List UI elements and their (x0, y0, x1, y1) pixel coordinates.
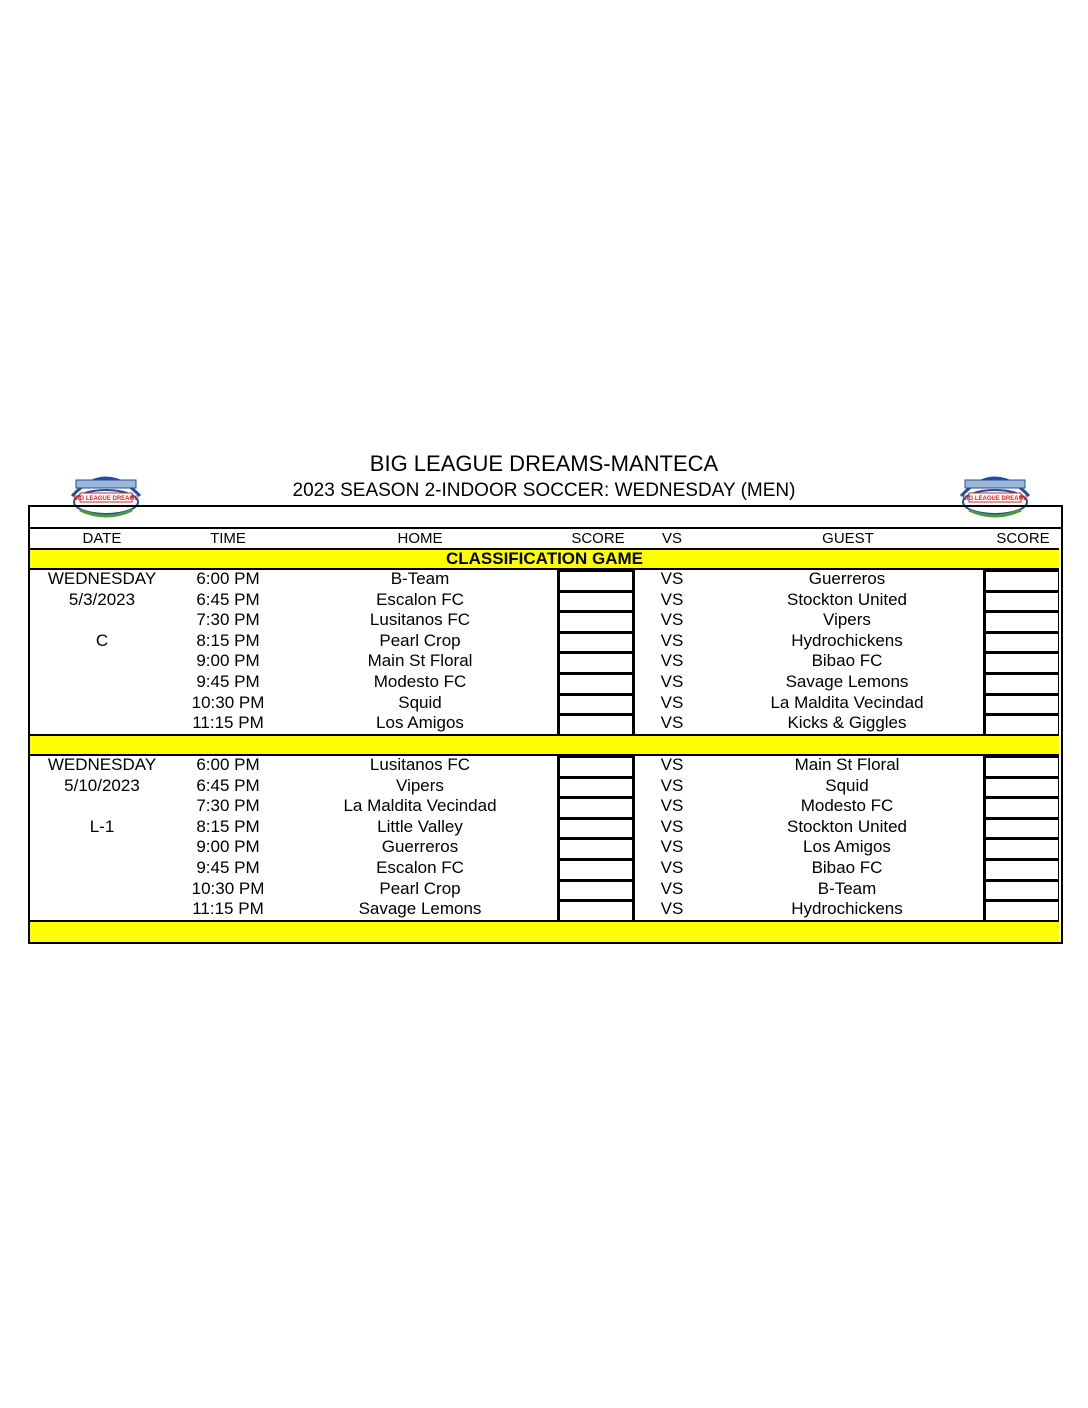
guest-score-box[interactable] (985, 838, 1059, 859)
game-time: 11:15 PM (192, 713, 264, 733)
time-column (168, 569, 288, 734)
vs-label: VS (660, 569, 684, 588)
guest-team: B-Team (817, 878, 877, 898)
guest-team: Hydrochickens (791, 630, 903, 650)
date-spacer (32, 610, 172, 631)
guest-score-box[interactable] (985, 797, 1059, 818)
home-score-box[interactable] (559, 673, 633, 694)
home-team: Escalon FC (376, 589, 464, 609)
vs-label: VS (660, 899, 684, 919)
vs-column (636, 569, 708, 734)
game-time: 6:45 PM (196, 589, 260, 609)
home-score-box[interactable] (559, 570, 633, 591)
vs-label: VS (660, 692, 684, 712)
column-divider (633, 570, 635, 735)
home-score-box[interactable] (559, 714, 633, 735)
header-vs: VS (661, 530, 682, 547)
guest-score-box[interactable] (985, 714, 1059, 735)
header-time: TIME (210, 530, 246, 547)
time-column (168, 755, 288, 920)
home-team: Vipers (396, 775, 444, 795)
classification-banner (30, 548, 1059, 570)
home-score-box[interactable] (559, 818, 633, 839)
guest-team: Guerreros (808, 569, 886, 588)
vs-label: VS (660, 796, 684, 816)
guest-score-box[interactable] (985, 611, 1059, 632)
guest-team: Stockton United (786, 589, 907, 609)
home-score-box[interactable] (559, 880, 633, 901)
vs-label: VS (660, 671, 684, 691)
vs-label: VS (660, 589, 684, 609)
vs-label: VS (660, 878, 684, 898)
game-time: 10:30 PM (191, 692, 265, 712)
guest-score-box[interactable] (985, 859, 1059, 880)
division-label: C (95, 630, 109, 650)
column-divider (557, 570, 559, 735)
game-time: 7:30 PM (196, 610, 260, 630)
home-team: B-Team (390, 569, 450, 588)
game-time: 9:00 PM (196, 651, 260, 671)
game-time: 9:45 PM (196, 671, 260, 691)
home-team: Savage Lemons (358, 899, 482, 919)
column-divider (983, 570, 985, 735)
page-title: BIG LEAGUE DREAMS-MANTECA (369, 451, 719, 476)
page-subtitle: 2023 SEASON 2-INDOOR SOCCER: WEDNESDAY (MEN) (292, 480, 796, 501)
classification-label: CLASSIFICATION GAME (445, 549, 644, 568)
date-column (32, 755, 172, 837)
home-score-box[interactable] (559, 797, 633, 818)
day-label: WEDNESDAY (47, 569, 157, 588)
guest-team: Kicks & Giggles (787, 713, 907, 733)
day-label: WEDNESDAY (47, 755, 157, 774)
vs-label: VS (660, 857, 684, 877)
guest-team: Bibao FC (811, 857, 883, 877)
guest-column (712, 569, 982, 734)
home-score-box[interactable] (559, 900, 633, 921)
vs-label: VS (660, 775, 684, 795)
date-label: 5/3/2023 (68, 589, 136, 609)
header-date: DATE (82, 530, 122, 547)
week-separator (30, 734, 1059, 756)
guest-score-box[interactable] (985, 756, 1059, 777)
guest-score-box[interactable] (985, 818, 1059, 839)
game-time: 9:00 PM (196, 837, 260, 857)
guest-score-box[interactable] (985, 673, 1059, 694)
guest-team: Bibao FC (811, 651, 883, 671)
home-team: Squid (398, 692, 442, 712)
home-score-box[interactable] (559, 611, 633, 632)
division-label: L-1 (89, 816, 115, 836)
guest-team: La Maldita Vecindad (770, 692, 924, 712)
guest-score-box[interactable] (985, 570, 1059, 591)
guest-column (712, 755, 982, 920)
guest-team: Main St Floral (794, 755, 900, 774)
home-score-box[interactable] (559, 838, 633, 859)
date-column (32, 569, 172, 651)
home-column (300, 755, 540, 920)
home-team: Main St Floral (367, 651, 473, 671)
guest-score-box[interactable] (985, 880, 1059, 901)
game-time: 10:30 PM (191, 878, 265, 898)
vs-label: VS (660, 630, 684, 650)
home-team: Little Valley (377, 816, 463, 836)
home-score-box[interactable] (559, 652, 633, 673)
guest-score-box[interactable] (985, 591, 1059, 612)
game-time: 7:30 PM (196, 796, 260, 816)
home-team: Guerreros (381, 837, 459, 857)
vs-label: VS (660, 755, 684, 774)
header-home-score: SCORE (571, 530, 625, 547)
svg-text:BIG LEAGUE DREAMS: BIG LEAGUE DREAMS (962, 496, 1028, 502)
home-column (300, 569, 540, 734)
home-team: La Maldita Vecindad (343, 796, 497, 816)
game-time: 8:15 PM (196, 816, 260, 836)
vs-label: VS (660, 651, 684, 671)
home-score-box[interactable] (559, 777, 633, 798)
home-team: Lusitanos FC (369, 755, 471, 774)
vs-label: VS (660, 816, 684, 836)
guest-score-box[interactable] (985, 777, 1059, 798)
home-score-box[interactable] (559, 756, 633, 777)
home-team: Escalon FC (376, 857, 464, 877)
vs-label: VS (660, 837, 684, 857)
date-spacer (32, 796, 172, 817)
game-time: 6:00 PM (196, 569, 260, 588)
guest-score-box[interactable] (985, 900, 1059, 921)
header-top-border (28, 527, 1061, 529)
vs-label: VS (660, 610, 684, 630)
home-team: Pearl Crop (379, 878, 461, 898)
column-divider (983, 756, 985, 921)
guest-score-box[interactable] (985, 652, 1059, 673)
home-score-box[interactable] (559, 591, 633, 612)
vs-label: VS (660, 713, 684, 733)
guest-team: Modesto FC (800, 796, 894, 816)
home-score-box[interactable] (559, 694, 633, 715)
game-time: 6:00 PM (196, 755, 260, 774)
guest-team: Vipers (823, 610, 871, 630)
home-score-box[interactable] (559, 859, 633, 880)
guest-team: Los Amigos (803, 837, 891, 857)
game-time: 8:15 PM (196, 630, 260, 650)
game-time: 9:45 PM (196, 857, 260, 877)
vs-column (636, 755, 708, 920)
column-divider (557, 756, 559, 921)
header-guest-score: SCORE (996, 530, 1050, 547)
table-footer-bar (30, 920, 1059, 942)
game-time: 6:45 PM (196, 775, 260, 795)
guest-team: Stockton United (786, 816, 907, 836)
home-team: Los Amigos (376, 713, 464, 733)
header-home: HOME (397, 530, 443, 547)
game-time: 11:15 PM (192, 899, 264, 919)
guest-score-box[interactable] (985, 694, 1059, 715)
guest-team: Squid (825, 775, 869, 795)
guest-team: Hydrochickens (791, 899, 903, 919)
column-divider (633, 756, 635, 921)
home-score-box[interactable] (559, 632, 633, 653)
guest-score-box[interactable] (985, 632, 1059, 653)
home-team: Modesto FC (373, 671, 467, 691)
header-guest: GUEST (822, 530, 874, 547)
home-team: Lusitanos FC (369, 610, 471, 630)
svg-text:BIG LEAGUE DREAMS: BIG LEAGUE DREAMS (73, 496, 139, 502)
date-label: 5/10/2023 (64, 775, 140, 795)
home-team: Pearl Crop (379, 630, 461, 650)
guest-team: Savage Lemons (785, 671, 909, 691)
